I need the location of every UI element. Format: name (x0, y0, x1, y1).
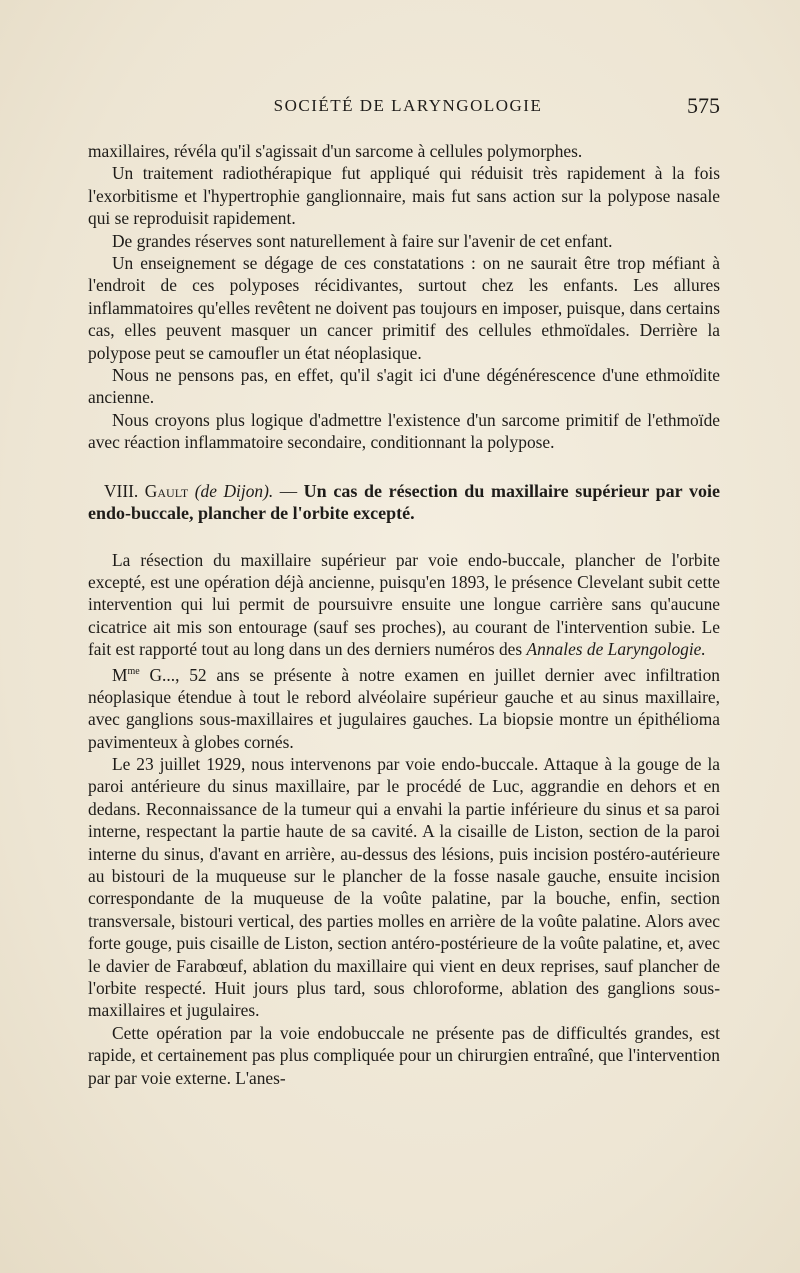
paragraph-conclusion: Nous croyons plus logique d'admettre l'existence d'un sarcome primitif de l'ethmoïde avec réaction inflammatoire secondaire, conditionnant la polypose. (88, 409, 720, 453)
paragraph-degeneration: Nous ne pensons pas, en effet, qu'il s'agit ici d'une dégénérescence d'une ethmoïdite ancienne. (88, 365, 720, 408)
paragraph-discussion: Cette opération par la voie endobuccale ne présente pas de difficultés grandes, est rapide, et certainement pas plus compliquée pour un chirurgien entraîné, que l'intervention par par voie externe. L'anes- (88, 1022, 720, 1088)
introduction-text: La résection du maxillaire supérieur par voie endo-buccale, plancher de l'orbite excepté, est une opération déjà ancienne, puisqu'en 1893, le présence Clevelant subit cette intervention qui lui permit de poursuivre ensuite une longue carrière sans qu'aucune cicatrice ait mis son entourage (sauf ses proches), au courant de l'intervention subie. Le fait est rapporté tout au long dans un des derniers numéros des (88, 549, 720, 660)
section-author: Gault (144, 480, 189, 501)
paragraph-treatment: Un traitement radiothérapique fut appliqué qui réduisit très rapidement à la fois l'exorbitisme et l'hypertrophie ganglionnaire, mais fut sans action sur la polypose nasale qui se reproduisit rapidement. (88, 163, 720, 229)
paragraph-patient (88, 661, 720, 753)
patient-title-sup: me (127, 665, 140, 677)
paragraph-introduction (88, 549, 720, 661)
section-author-place: (de Dijon). (194, 480, 274, 501)
page-number: 575 (687, 93, 720, 118)
paragraph-continuation: maxillaires, révéla qu'il s'agissait d'un sarcome à cellules polymorphes. (88, 141, 583, 161)
section-heading (88, 480, 720, 525)
paragraph-lesson: Un enseignement se dégage de ces constatations : on ne saurait être trop méfiant à l'endroit de ces polyposes récidivantes, surtout chez les enfants. Les allures inflammatoires qu'elles revêtent ne doivent pas toujours en imposer, puisque, dans certains cas, elles peuvent masquer un cancer primitif des cellules ethmoïdales. Derrière la polypose peut se camoufler un état néoplasique. (88, 253, 720, 363)
body-text (88, 140, 720, 1089)
section-title: Un cas de résection du maxillaire supérieur par voie endo-buccale, plancher de l'orbite excepté. (88, 480, 720, 524)
paragraph-operation: Le 23 juillet 1929, nous intervenons par voie endo-buccale. Attaque à la gouge de la paroi antérieure du sinus maxillaire, par le procédé de Luc, aggrandie en dehors et en dedans. Reconnaissance de la tumeur qui a envahi la partie inférieure du sinus et sa paroi interne, respectant la partie haute de sa cavité. A la cisaille de Liston, section de la paroi interne du sinus, d'avant en arrière, au-dessus des lésions, puis incision postéro-autérieure au bistouri de la muqueuse sur le plancher de la fosse nasale gauche, ensuite incision correspondante de la muqueuse de la voûte palatine, par la bouche, enfin, section transversale, bistouri vertical, des parties molles en arrière de la voûte palatine. Alors avec forte gouge, puis cisaille de Liston, section antéro-postérieure de la voûte palatine, et, avec le davier de Farabœuf, ablation du maxillaire qui vient en deux reprises, sauf plancher de l'orbite respecté. Huit jours plus tard, sous chloroforme, ablation des ganglions sous-maxillaires et jugulaires. (88, 753, 720, 1021)
patient-title-prefix: M (112, 664, 128, 685)
section-number: VIII. (104, 480, 139, 501)
page-header (88, 93, 720, 124)
section-dash: — (273, 480, 304, 501)
patient-text: G..., 52 ans se présente à notre examen en juillet dernier avec infiltration néoplasique étendue à tout le rebord alvéolaire supérieur gauche et au sinus maxillaire, avec ganglions sous-maxillaires et jugulaires gauches. La biopsie montre un épithélioma pavimenteux à globes cornés. (88, 664, 720, 752)
journal-title: Annales de Laryngologie. (526, 639, 706, 660)
paragraph-reserves: De grandes réserves sont naturellement à faire sur l'avenir de cet enfant. (112, 230, 613, 251)
running-title: SOCIÉTÉ DE LARYNGOLOGIE (273, 96, 543, 115)
